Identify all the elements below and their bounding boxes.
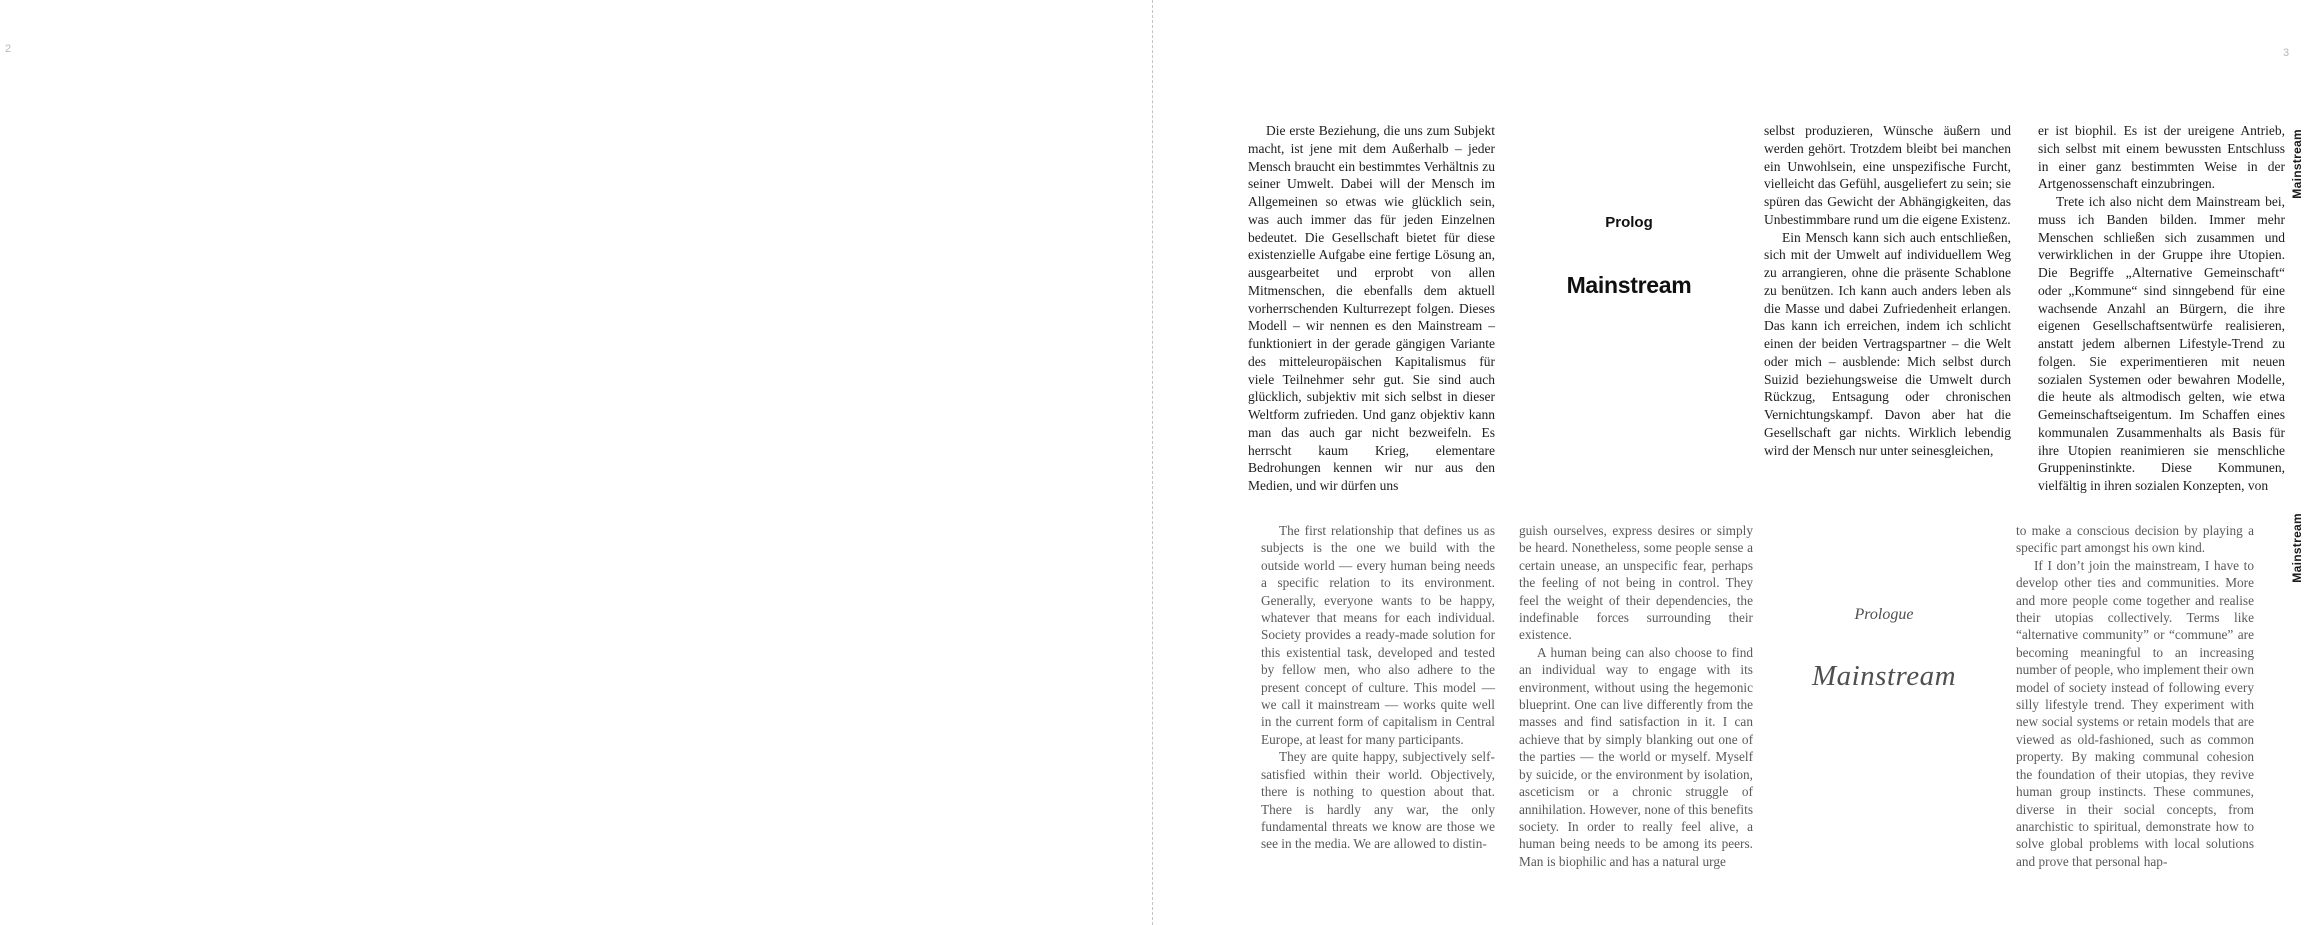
german-chapter-title: Mainstream (1566, 272, 1692, 298)
english-paragraph: They are quite happy, subjectively self-satisfied within their world. Objectively, there is nothing to question about that. There is hardly any war, the only fundamental threats we know are those we see in the media. We are allowed to distin- (1261, 749, 1495, 852)
german-paragraph: er ist biophil. Es ist der ureigene Antrieb, sich selbst mit einem bewussten Entschluss in einer ganz bestimmten Weise in der Artgenossenschaft einzubringen. (2038, 123, 2285, 192)
german-chapter-heading (1504, 215, 1754, 299)
english-paragraph: guish ourselves, express desires or simply be heard. Nonetheless, some people sense a certain unease, an unspecific fear, perhaps the feeling of not being in control. They feel the weight of their dependencies, the indefinable forces surrounding their existence. (1519, 523, 1753, 643)
page-number-left: 2 (5, 43, 12, 55)
english-paragraph: If I don’t join the mainstream, I have to develop other ties and communities. More and more people come together and realise their utopias collectively. Terms like “alternative community” or “commune” are becoming meaningful to an increasing number of people, who implement their own model of society instead of following every silly lifestyle trend. They experiment with new social systems or retain models that are viewed as old-fashioned, such as common property. By making communal cohesion the foundation of their utopias, they revive human group instincts. These communes, diverse in their social concepts, from anarchistic to spiritual, demonstrate how to solve global problems with local solutions and prove that personal hap- (2016, 557, 2254, 869)
german-paragraph: Die erste Beziehung, die uns zum Subjekt macht, ist jene mit dem Außerhalb – jeder Mensch braucht ein bestimmtes Verhältnis zu seiner Umwelt. Dabei will der Mensch im Allgemeinen so etwas wie glücklich sein, was auch immer das für jeden Einzelnen bedeutet. Die Gesellschaft bietet für diese existenzielle Aufgabe eine fertige Lösung an, ausgearbeitet und erprobt von allen Mitmenschen, die ebenfalls dem aktuell vorherrschenden Kulturrezept folgen. Dieses Modell – wir nennen es den Mainstream – funktioniert in der gerade gängigen Variante des mitteleuropäischen Kapitalismus für viele Teilnehmer sehr gut. Sie sind auch glücklich, subjektiv mit sich selbst in dieser Weltform zufrieden. Und ganz objektiv kann man das auch gar nicht bezweifeln. Es herrscht kaum Krieg, elementare Bedrohungen kennen wir nur aus den Medien, und wir dürfen uns (1248, 123, 1495, 493)
english-column-1 (1261, 522, 1495, 853)
english-paragraph: The first relationship that defines us as subjects is the one we build with the outside world — every human being needs a specific relation to its environment. Generally, everyone wants to be happy, whatever that means for each individual. Society provides a ready-made solution for this existential task, developed and tested by fellow men, who also adhere to the present concept of culture. This model — we call it mainstream — works quite well in the current form of capitalism in Central Europe, at least for many participants. (1261, 523, 1495, 747)
margin-tab-german-label: Mainstream (2290, 129, 2304, 199)
english-chapter-title: Mainstream (1811, 660, 1957, 692)
english-paragraph: to make a conscious decision by playing a specific part amongst his own kind. (2016, 523, 2254, 556)
english-column-3 (2016, 522, 2254, 870)
margin-tab-english-label: Mainstream (2290, 513, 2304, 583)
german-column-2 (1764, 122, 2011, 459)
margin-tab-english (2290, 513, 2304, 593)
margin-tab-german (2290, 129, 2304, 209)
german-paragraph: Ein Mensch kann sich auch entschließen, sich mit der Umwelt auf individuellem Weg zu arrangieren, ohne die präsente Schablone zu benützen. Ich kann auch anders leben als die Masse und dabei Zufriedenheit erlangen. Das kann ich erreichen, indem ich schlicht einen der beiden Vertragspartner – die Welt oder mich – ausblende: Mich selbst durch Suizid beziehungsweise die Umwelt durch Rückzug, Entsagung oder chronischen Vernichtungskampf. Davon aber hat die Gesellschaft gar nichts. Wirklich lebendig wird der Mensch nur unter seinesgleichen, (1764, 229, 2011, 458)
english-kicker: Prologue (1854, 606, 1914, 623)
page-number-right: 3 (2283, 47, 2290, 59)
left-page (0, 0, 1152, 925)
german-paragraph: selbst produzieren, Wünsche äußern und werden gehört. Trotzdem bleibt bei manchen ein Unwohlsein, eine unspezifische Furcht, vielleicht das Gefühl, ausgeliefert zu sein; sie spüren das Gewicht der Abhängigkeiten, das Unbestimmbare rund um die eigene Existenz. (1764, 123, 2011, 227)
german-column-1 (1248, 122, 1495, 495)
english-column-2 (1519, 522, 1753, 870)
german-paragraph: Trete ich also nicht dem Mainstream bei, muss ich Banden bilden. Immer mehr Menschen schließen sich zusammen und verwirklichen in der Gruppe ihre Utopien. Die Begriffe „Alternative Gemeinschaft“ oder „Kommune“ sind sinngebend für eine wachsende Anzahl an Bürgern, die ihre eigenen Gesellschaftsentwürfe realisieren, anstatt jedem albernen Lifestyle-Trend zu folgen. Sie experimentieren mit neuen sozialen Systemen oder bewahren Modelle, die heute als altmodisch gelten, wie etwa Gemeinschaftseigentum. Im Schaffen eines kommunalen Zusammenhalts als Basis für ihre Utopien reanimieren sie menschliche Gruppeninstinkte. Diese Kommunen, vielfältig in ihren sozialen Konzepten, von (2038, 194, 2285, 493)
english-chapter-heading (1759, 606, 2009, 693)
english-paragraph: A human being can also choose to find an individual way to engage with its environment, without using the hegemonic blueprint. One can live differently from the masses and find satisfaction in it. I can achieve that by simply blanking out one of the parties — the world or myself. Myself by suicide, or the environment by isolation, asceticism or a chronic struggle of annihilation. However, none of this benefits society. In order to really feel alive, a human being needs to be among its peers. Man is biophilic and has a natural urge (1519, 644, 1753, 869)
german-column-3 (2038, 122, 2285, 495)
german-kicker: Prolog (1605, 214, 1653, 231)
